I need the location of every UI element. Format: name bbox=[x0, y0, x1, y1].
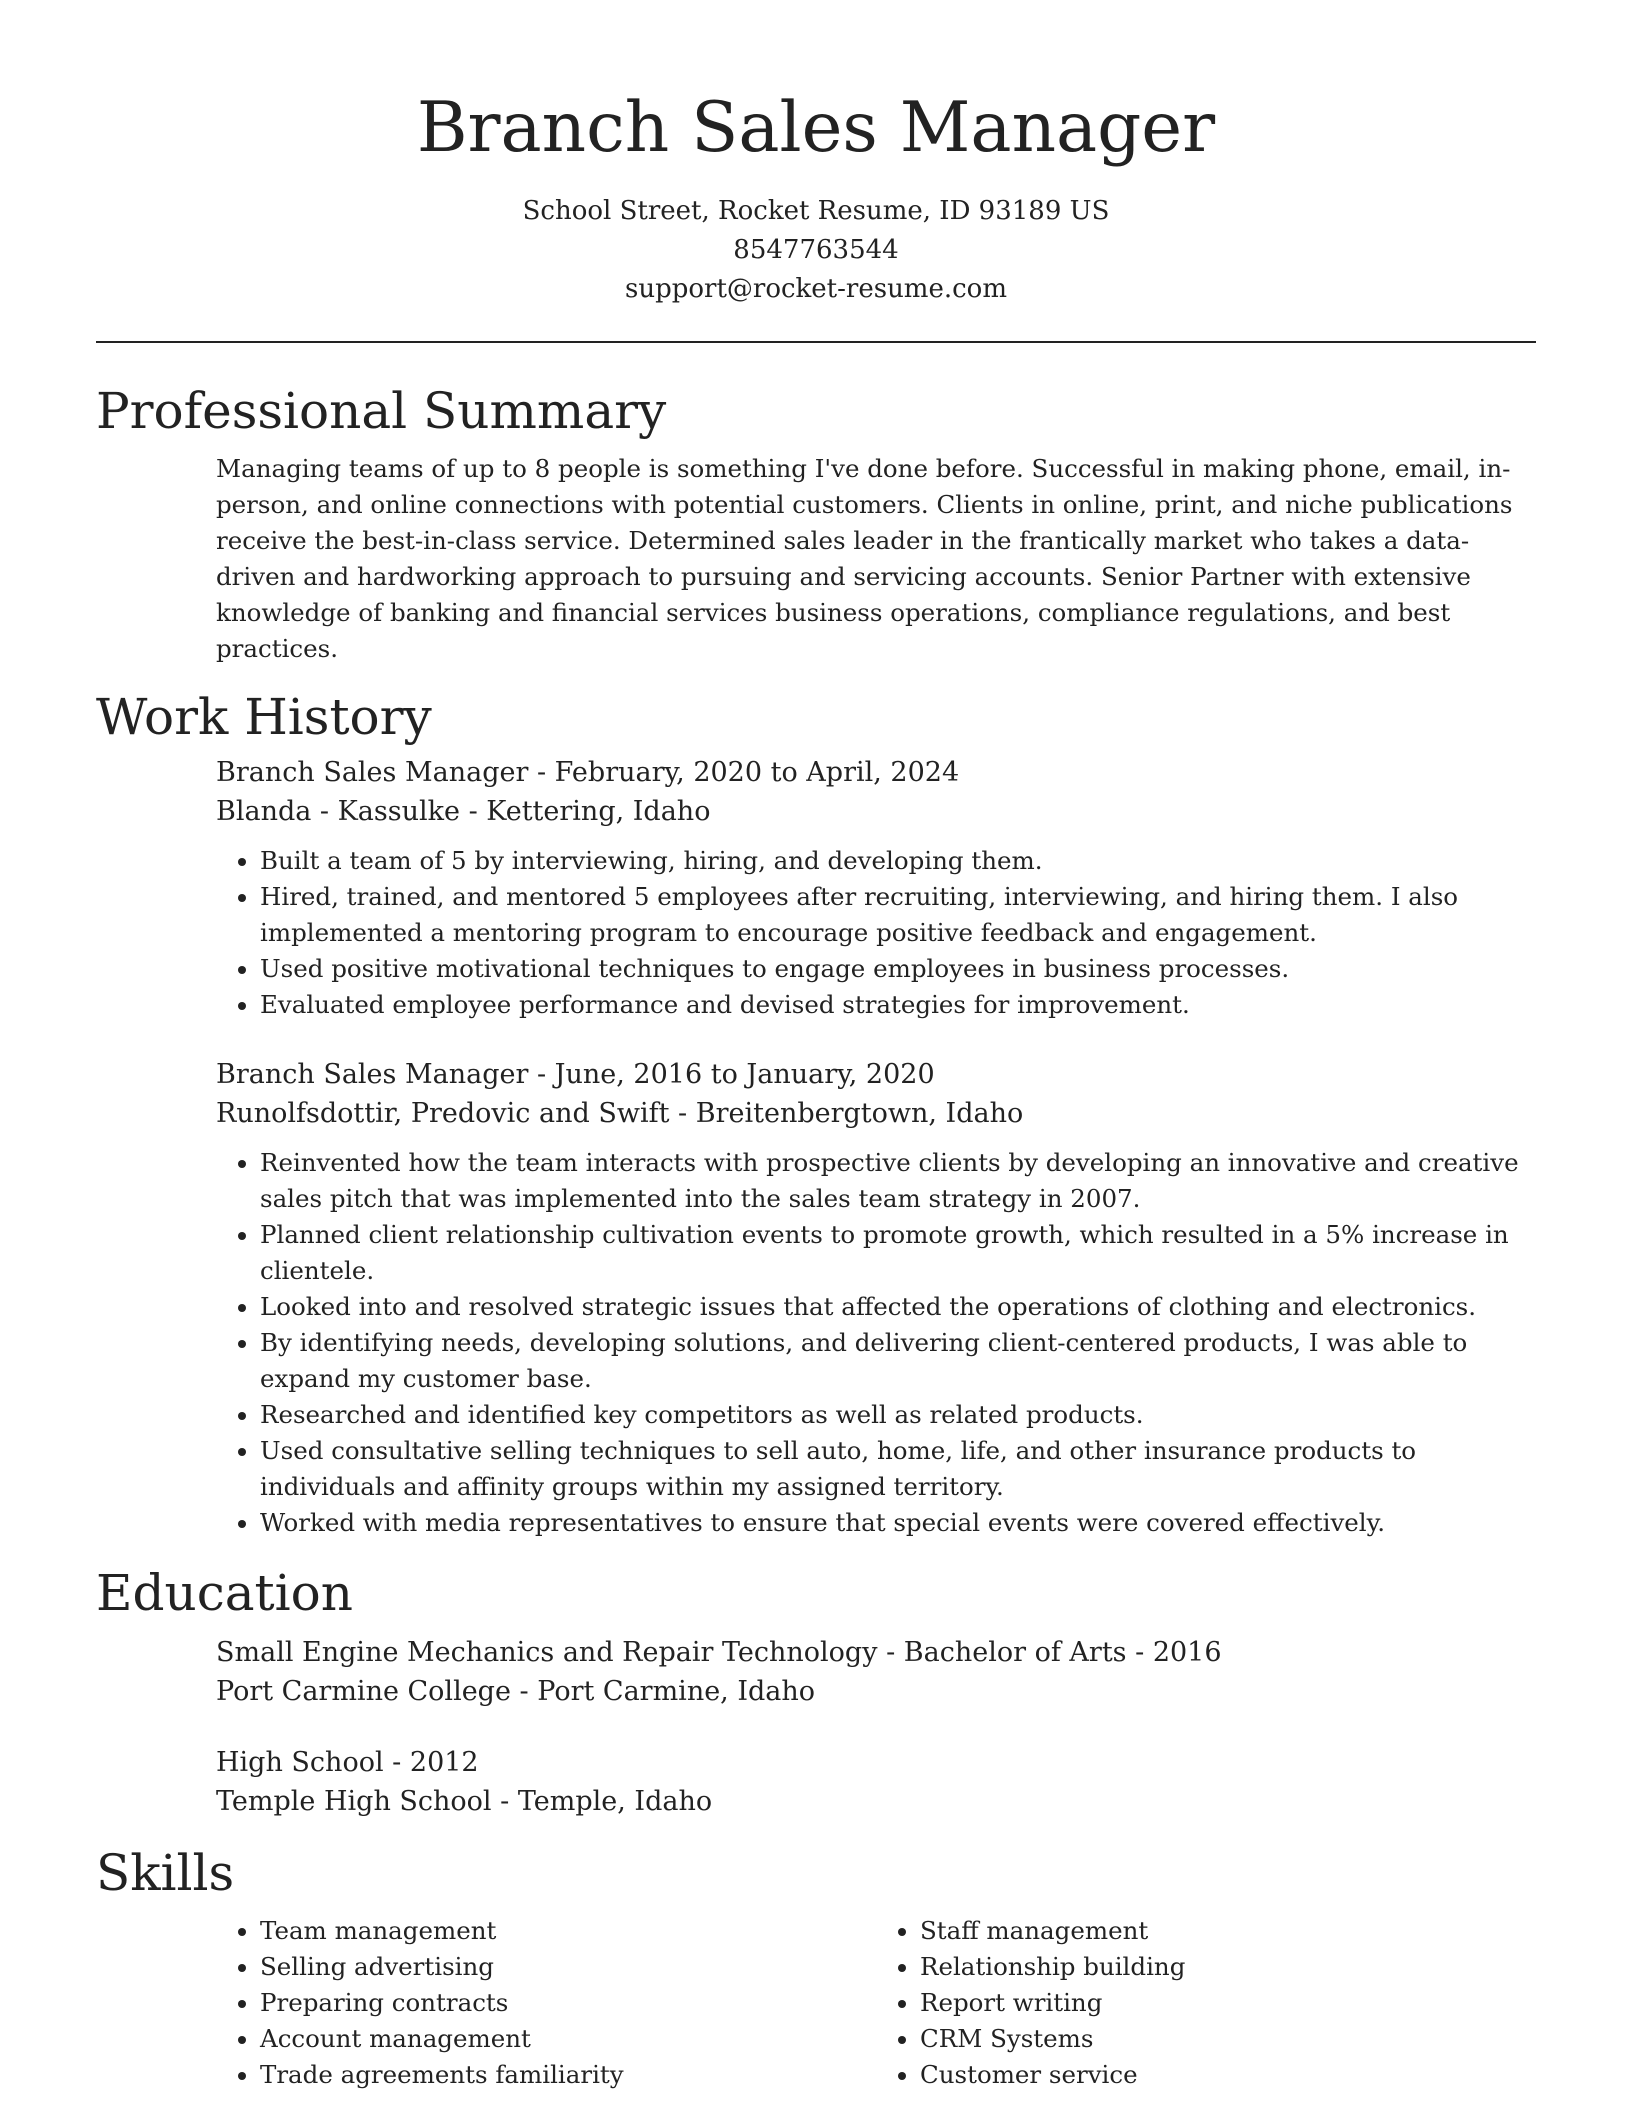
work-heading: Work History bbox=[96, 688, 432, 746]
separator: - bbox=[510, 1676, 538, 1707]
list-item: • Built a team of 5 by interviewing, hiring, and developing them. bbox=[260, 843, 1536, 879]
job-entry bbox=[216, 1055, 1536, 1541]
job-company: Runolfsdottir, Predovic and Swift bbox=[216, 1098, 670, 1129]
list-item: • Relationship building bbox=[920, 1949, 1536, 1985]
skills-columns bbox=[216, 1913, 1536, 2093]
education-school: Temple High School bbox=[216, 1786, 492, 1817]
education-heading: Education bbox=[96, 1564, 353, 1622]
resume-page bbox=[96, 0, 1536, 2093]
separator: - bbox=[877, 1637, 904, 1668]
work-section bbox=[96, 687, 1536, 1541]
job-title-line bbox=[216, 1055, 1536, 1094]
resume-header bbox=[96, 0, 1536, 309]
list-item: • Customer service bbox=[920, 2057, 1536, 2093]
list-item: • Looked into and resolved strategic issues that affected the operations of clothing and electronics. bbox=[260, 1289, 1536, 1325]
job-company: Blanda - Kassulke bbox=[216, 796, 460, 827]
education-entry bbox=[216, 1633, 1536, 1711]
list-item: • Selling advertising bbox=[260, 1949, 876, 1985]
list-item: • Report writing bbox=[920, 1985, 1536, 2021]
separator: - bbox=[1126, 1637, 1153, 1668]
job-dates: June, 2016 to January, 2020 bbox=[554, 1059, 935, 1090]
list-item: • Worked with media representatives to ensure that special events were covered effectively. bbox=[260, 1505, 1536, 1541]
education-title-line bbox=[216, 1633, 1536, 1672]
job-bullets bbox=[216, 1145, 1536, 1541]
education-section bbox=[96, 1563, 1536, 1821]
list-item: • Used consultative selling techniques to sell auto, home, life, and other insurance products to individuals and affinity groups within my assigned territory. bbox=[260, 1433, 1536, 1505]
education-year: 2012 bbox=[409, 1747, 479, 1778]
header-divider bbox=[96, 341, 1536, 343]
separator: - bbox=[669, 1098, 696, 1129]
job-title-line bbox=[216, 753, 1536, 792]
education-field: High School bbox=[216, 1747, 384, 1778]
education-location: Temple, Idaho bbox=[517, 1786, 713, 1817]
job-title: Branch Sales Manager bbox=[216, 757, 529, 788]
education-year: 2016 bbox=[1152, 1637, 1222, 1668]
list-item: • Planned client relationship cultivation events to promote growth, which resulted in a 5% increase in clientele. bbox=[260, 1217, 1536, 1289]
job-bullets bbox=[216, 843, 1536, 1023]
list-item: • Preparing contracts bbox=[260, 1985, 876, 2021]
phone: 8547763544 bbox=[733, 235, 899, 265]
skills-list-left bbox=[216, 1913, 876, 2093]
job-company-line bbox=[216, 792, 1536, 831]
separator: - bbox=[459, 796, 487, 827]
list-item: • Trade agreements familiarity bbox=[260, 2057, 876, 2093]
education-field: Small Engine Mechanics and Repair Technology bbox=[216, 1637, 878, 1668]
skills-heading: Skills bbox=[96, 1844, 235, 1902]
summary-section bbox=[96, 381, 1536, 667]
list-item: • Reinvented how the team interacts with prospective clients by developing an innovative and creative sales pitch that was implemented into the sales team strategy in 2007. bbox=[260, 1145, 1536, 1217]
summary-text: Managing teams of up to 8 people is something I've done before. Successful in making phone, email, in-person, and online connections with potential customers. Clients in online, print, and niche publications receive the best-in-class service. Determined sales leader in the frantically market who takes a data-driven and hardworking approach to pursuing and servicing accounts. Senior Partner with extensive knowledge of banking and financial services business operations, compliance regulations, and best practices. bbox=[216, 454, 1513, 663]
education-school-line bbox=[216, 1672, 1536, 1711]
separator: - bbox=[383, 1747, 410, 1778]
education-degree: Bachelor of Arts bbox=[903, 1637, 1127, 1668]
job-entry bbox=[216, 753, 1536, 1023]
list-item: • Researched and identified key competitors as well as related products. bbox=[260, 1397, 1536, 1433]
job-location: Breitenbergtown, Idaho bbox=[695, 1098, 1024, 1129]
contact-block bbox=[96, 192, 1536, 309]
list-item: • Staff management bbox=[920, 1913, 1536, 1949]
summary-heading: Professional Summary bbox=[96, 382, 667, 440]
job-location: Kettering, Idaho bbox=[486, 796, 711, 827]
education-entry bbox=[216, 1743, 1536, 1821]
education-school: Port Carmine College bbox=[216, 1676, 511, 1707]
list-item: • Account management bbox=[260, 2021, 876, 2057]
email: support@rocket-resume.com bbox=[624, 274, 1007, 304]
job-title: Branch Sales Manager bbox=[216, 1059, 529, 1090]
education-location: Port Carmine, Idaho bbox=[537, 1676, 816, 1707]
list-item: • CRM Systems bbox=[920, 2021, 1536, 2057]
list-item: • Hired, trained, and mentored 5 employees after recruiting, interviewing, and hiring them. I also implemented a mentoring program to encourage positive feedback and engagement. bbox=[260, 879, 1536, 951]
separator: - bbox=[528, 1059, 555, 1090]
address: School Street, Rocket Resume, ID 93189 US bbox=[522, 196, 1110, 226]
list-item: • By identifying needs, developing solutions, and delivering client-centered products, I was able to expand my customer base. bbox=[260, 1325, 1536, 1397]
job-dates: February, 2020 to April, 2024 bbox=[554, 757, 960, 788]
list-item: • Evaluated employee performance and devised strategies for improvement. bbox=[260, 987, 1536, 1023]
job-company-line bbox=[216, 1094, 1536, 1133]
list-item: • Used positive motivational techniques to engage employees in business processes. bbox=[260, 951, 1536, 987]
list-item: • Team management bbox=[260, 1913, 876, 1949]
separator: - bbox=[491, 1786, 518, 1817]
candidate-name: Branch Sales Manager bbox=[416, 88, 1216, 168]
education-title-line bbox=[216, 1743, 1536, 1782]
education-school-line bbox=[216, 1782, 1536, 1821]
separator: - bbox=[528, 757, 555, 788]
skills-section bbox=[96, 1843, 1536, 2093]
skills-list-right bbox=[876, 1913, 1536, 2093]
